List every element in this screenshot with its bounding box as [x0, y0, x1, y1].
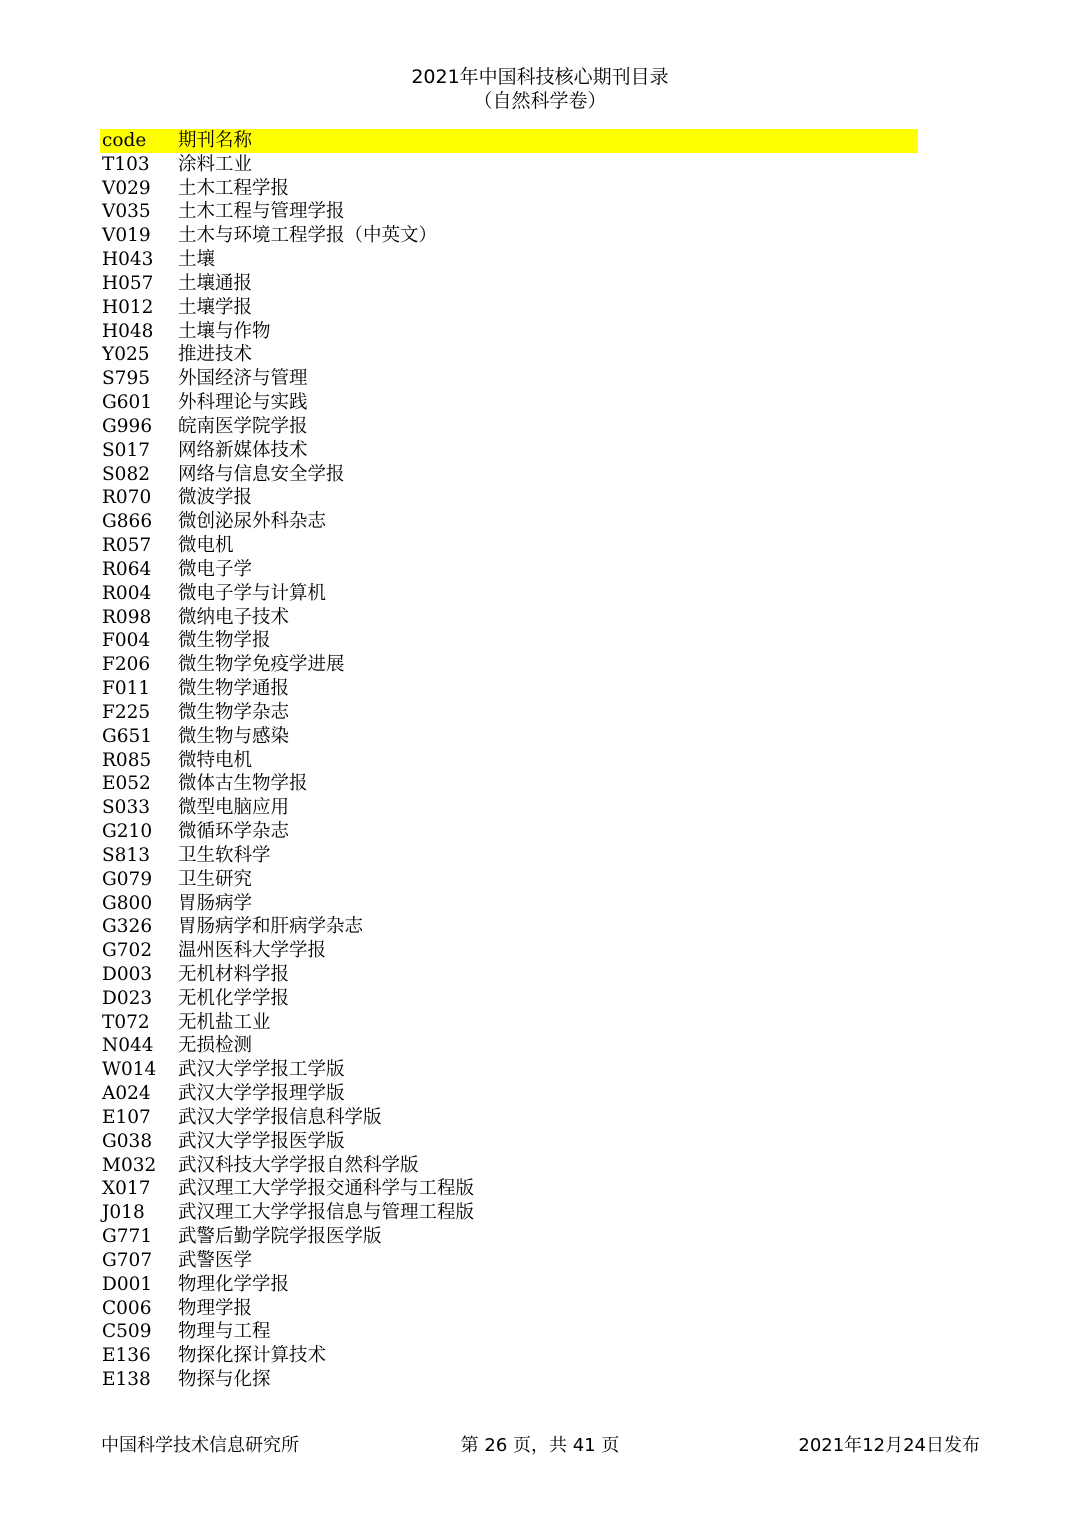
- table-header-row: [100, 129, 918, 153]
- footer-publish-date: 2021年12月24日发布: [798, 1435, 980, 1456]
- journal-name: 物理学报: [178, 1297, 253, 1319]
- journal-code: F011: [102, 678, 151, 700]
- journal-code: M032: [102, 1154, 157, 1176]
- table-row: [100, 1320, 918, 1344]
- journal-name: 物理化学学报: [178, 1273, 290, 1295]
- table-row: [100, 1225, 918, 1249]
- journal-name: 胃肠病学: [178, 892, 253, 914]
- journal-code: N044: [102, 1035, 154, 1057]
- journal-name: 温州医科大学学报: [178, 940, 327, 962]
- journal-name: 微创泌尿外科杂志: [178, 511, 327, 533]
- table-row: [100, 153, 918, 177]
- journal-name: 土木工程与管理学报: [178, 201, 345, 223]
- journal-code: A024: [102, 1083, 151, 1105]
- table-row: [100, 820, 918, 844]
- journal-name: 物探化探计算技术: [178, 1345, 327, 1367]
- journal-name: 物探与化探: [178, 1369, 271, 1391]
- journal-name: 微循环学杂志: [178, 821, 290, 843]
- table-row: [100, 629, 918, 653]
- document-subtitle: （自然科学卷）: [473, 90, 607, 112]
- journal-name: 微波学报: [178, 487, 253, 509]
- journal-code: G707: [102, 1249, 153, 1271]
- journal-name: 无损检测: [178, 1035, 253, 1057]
- journal-name: 推进技术: [178, 344, 253, 366]
- table-row: [100, 224, 918, 248]
- table-row: [100, 653, 918, 677]
- journal-name: 微特电机: [178, 749, 253, 771]
- journal-name: 外国经济与管理: [178, 368, 308, 390]
- journal-name: 卫生研究: [178, 868, 253, 890]
- journal-name: 微电子学与计算机: [178, 582, 327, 604]
- journal-name: 武汉大学学报医学版: [178, 1130, 345, 1152]
- table-row: [100, 582, 918, 606]
- journal-code: E107: [102, 1106, 151, 1128]
- journal-code: V035: [102, 201, 151, 223]
- journal-name: 武汉理工大学学报信息与管理工程版: [178, 1202, 475, 1224]
- journal-name: 土木工程学报: [178, 177, 290, 199]
- table-row: [100, 510, 918, 534]
- table-row: [100, 1297, 918, 1321]
- journal-name: 卫生软科学: [178, 844, 271, 866]
- footer-page-number: 第 26 页，共 41 页: [460, 1435, 620, 1456]
- table-row: [100, 1344, 918, 1368]
- journal-code: G601: [102, 392, 153, 414]
- journal-code: G651: [102, 725, 153, 747]
- table-row: [100, 963, 918, 987]
- journal-code: R098: [102, 606, 152, 628]
- journal-code: X017: [102, 1178, 151, 1200]
- journal-name: 涂料工业: [178, 153, 253, 175]
- journal-code: F225: [102, 701, 151, 723]
- table-row: [100, 391, 918, 415]
- table-row: [100, 439, 918, 463]
- journal-name: 武汉理工大学学报交通科学与工程版: [178, 1178, 475, 1200]
- journal-name: 武汉大学学报工学版: [178, 1059, 345, 1081]
- header-name: 期刊名称: [178, 130, 253, 151]
- table-row: [100, 796, 918, 820]
- journal-name: 土壤学报: [178, 296, 253, 318]
- table-row: [100, 1011, 918, 1035]
- journal-code: H048: [102, 320, 154, 342]
- table-row: [100, 177, 918, 201]
- journal-name: 土木与环境工程学报（中英文）: [178, 225, 438, 247]
- journal-name: 微电子学: [178, 558, 253, 580]
- journal-code: S082: [102, 463, 150, 485]
- journal-code: V019: [102, 225, 151, 247]
- table-row: [100, 463, 918, 487]
- table-row: [100, 248, 918, 272]
- journal-name: 网络新媒体技术: [178, 439, 308, 461]
- table-row: [100, 1058, 918, 1082]
- journal-code: G996: [102, 415, 153, 437]
- journal-code: J018: [102, 1202, 145, 1224]
- journal-name: 外科理论与实践: [178, 392, 308, 414]
- journal-name: 武汉科技大学学报自然科学版: [178, 1154, 419, 1176]
- journal-name: 网络与信息安全学报: [178, 463, 345, 485]
- table-row: [100, 558, 918, 582]
- journal-name: 土壤: [178, 249, 216, 271]
- table-body: [100, 153, 918, 1392]
- journal-code: G702: [102, 940, 153, 962]
- journal-name: 微体古生物学报: [178, 773, 308, 795]
- journal-name: 土壤与作物: [178, 320, 271, 342]
- journal-code: W014: [102, 1059, 157, 1081]
- journal-name: 微电机: [178, 535, 234, 557]
- journal-code: R070: [102, 487, 152, 509]
- table-row: [100, 606, 918, 630]
- journal-name: 无机盐工业: [178, 1011, 271, 1033]
- journal-code: R057: [102, 535, 152, 557]
- table-row: [100, 320, 918, 344]
- journal-name: 微纳电子技术: [178, 606, 290, 628]
- journal-code: V029: [102, 177, 151, 199]
- journal-code: G800: [102, 892, 153, 914]
- journal-code: H057: [102, 272, 154, 294]
- journal-name: 武汉大学学报信息科学版: [178, 1106, 382, 1128]
- table-row: [100, 1177, 918, 1201]
- journal-name: 无机化学学报: [178, 987, 290, 1009]
- journal-name: 微生物与感染: [178, 725, 290, 747]
- table-row: [100, 915, 918, 939]
- journal-code: E136: [102, 1345, 151, 1367]
- table-row: [100, 749, 918, 773]
- table-row: [100, 868, 918, 892]
- journal-name: 无机材料学报: [178, 963, 290, 985]
- journal-code: C006: [102, 1297, 152, 1319]
- journal-code: R085: [102, 749, 152, 771]
- header-code: code: [102, 130, 147, 151]
- journal-code: R064: [102, 558, 152, 580]
- journal-code: G038: [102, 1130, 153, 1152]
- journal-code: T072: [102, 1011, 150, 1033]
- journal-code: S813: [102, 844, 150, 866]
- journal-name: 武警医学: [178, 1249, 253, 1271]
- journal-code: G771: [102, 1226, 153, 1248]
- table-row: [100, 343, 918, 367]
- journal-name: 微生物学通报: [178, 678, 290, 700]
- table-row: [100, 296, 918, 320]
- table-row: [100, 772, 918, 796]
- table-row: [100, 415, 918, 439]
- journal-code: G210: [102, 821, 153, 843]
- journal-name: 微生物学杂志: [178, 701, 290, 723]
- journal-code: R004: [102, 582, 152, 604]
- table-row: [100, 1368, 918, 1392]
- table-row: [100, 272, 918, 296]
- journal-code: S795: [102, 368, 150, 390]
- journal-name: 物理与工程: [178, 1321, 271, 1343]
- journal-name: 武警后勤学院学报医学版: [178, 1226, 382, 1248]
- journal-name: 胃肠病学和肝病学杂志: [178, 916, 364, 938]
- journal-name: 武汉大学学报理学版: [178, 1083, 345, 1105]
- journal-code: C509: [102, 1321, 152, 1343]
- table-row: [100, 1130, 918, 1154]
- journal-name: 皖南医学院学报: [178, 415, 308, 437]
- journal-code: H012: [102, 296, 154, 318]
- table-row: [100, 844, 918, 868]
- journal-code: Y025: [102, 344, 150, 366]
- table-row: [100, 534, 918, 558]
- table-row: [100, 1106, 918, 1130]
- document-title: 2021年中国科技核心期刊目录: [411, 66, 669, 88]
- footer-organization: 中国科学技术信息研究所: [101, 1435, 299, 1456]
- table-row: [100, 725, 918, 749]
- journal-name: 微生物学免疫学进展: [178, 654, 345, 676]
- journal-code: D001: [102, 1273, 153, 1295]
- journal-code: F206: [102, 654, 151, 676]
- journal-code: H043: [102, 249, 154, 271]
- journal-code: F004: [102, 630, 151, 652]
- journal-code: T103: [102, 153, 150, 175]
- journal-code: S033: [102, 797, 150, 819]
- table-row: [100, 1273, 918, 1297]
- journal-code: G079: [102, 868, 153, 890]
- journal-code: E052: [102, 773, 151, 795]
- journal-code: G866: [102, 511, 153, 533]
- table-row: [100, 1154, 918, 1178]
- table-row: [100, 1034, 918, 1058]
- table-row: [100, 939, 918, 963]
- table-row: [100, 486, 918, 510]
- table-row: [100, 367, 918, 391]
- table-row: [100, 701, 918, 725]
- table-row: [100, 1082, 918, 1106]
- journal-code: S017: [102, 439, 150, 461]
- table-row: [100, 1201, 918, 1225]
- table-row: [100, 1249, 918, 1273]
- journal-name: 微生物学报: [178, 630, 271, 652]
- table-row: [100, 987, 918, 1011]
- table-row: [100, 677, 918, 701]
- journal-code: G326: [102, 916, 153, 938]
- table-row: [100, 200, 918, 224]
- journal-code: D023: [102, 987, 153, 1009]
- table-row: [100, 892, 918, 916]
- journal-code: D003: [102, 963, 153, 985]
- journal-code: E138: [102, 1369, 151, 1391]
- journal-name: 土壤通报: [178, 272, 253, 294]
- journal-name: 微型电脑应用: [178, 797, 290, 819]
- journal-table: [100, 129, 918, 1392]
